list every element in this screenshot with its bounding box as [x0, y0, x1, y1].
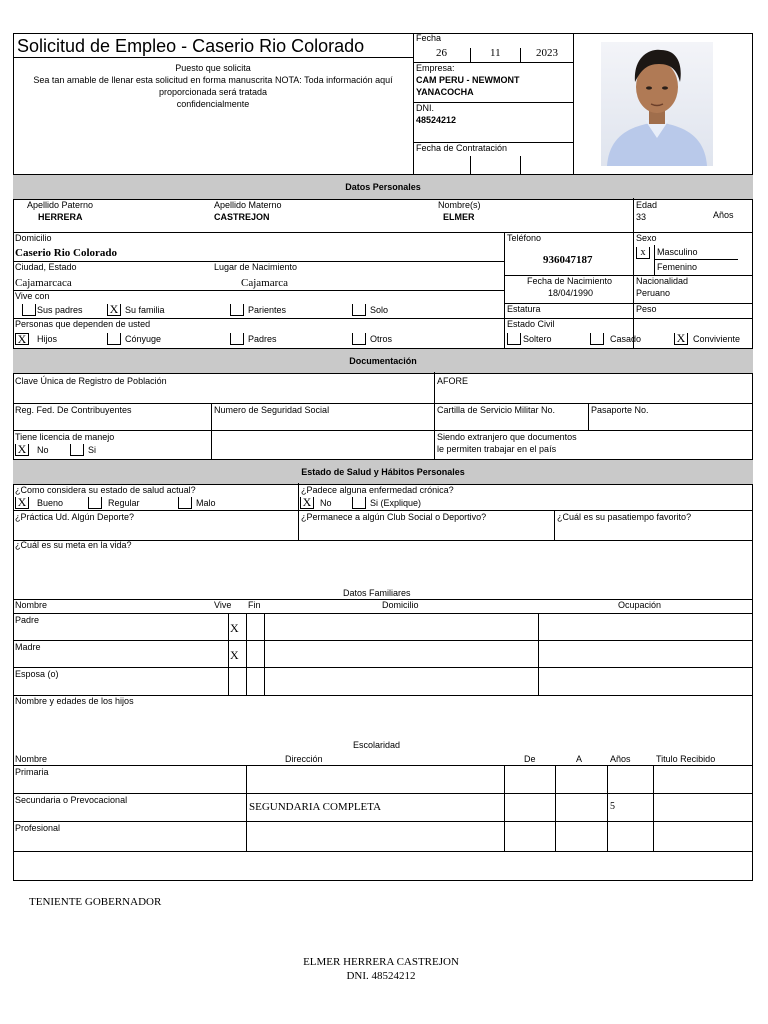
fecha-nacimiento-value[interactable]: 18/04/1990 [548, 288, 594, 298]
familiares-col-fin: Fin [248, 600, 261, 610]
afore-label: AFORE [437, 376, 469, 386]
familiares-col-ocupacion: Ocupación [618, 600, 662, 610]
escolaridad-col-titulo: Titulo Recibido [656, 754, 716, 764]
regular-label: Regular [108, 498, 140, 508]
deporte-question: ¿Práctica Ud. Algún Deporte? [15, 512, 135, 522]
extranjero-line-1: Siendo extranjero que documentos [437, 432, 577, 442]
estado-salud-question: ¿Como considera su estado de salud actual? [15, 485, 196, 495]
dependen-label: Personas que dependen de usted [15, 319, 151, 329]
hijos-nombres-label: Nombre y edades de los hijos [15, 696, 134, 706]
sus-padres-label: Sus padres [37, 305, 83, 315]
escolaridad-label: Profesional [15, 823, 61, 833]
dni-label: DNI. [416, 103, 434, 113]
estatura-label: Estatura [507, 304, 541, 314]
solo-checkbox[interactable] [352, 304, 366, 316]
escolaridad-direccion[interactable]: SEGUNDARIA COMPLETA [249, 801, 382, 813]
dni-value[interactable]: 48524212 [416, 115, 457, 125]
escolaridad-label: Primaria [15, 767, 49, 777]
familiar-label: Padre [15, 615, 40, 625]
soltero-label: Soltero [523, 334, 552, 344]
domicilio-value[interactable]: Caserio Rio Colorado [15, 247, 118, 259]
otros-label: Otros [370, 334, 393, 344]
cronica-no-checkbox[interactable]: X [300, 497, 314, 509]
lugar-nacimiento-label: Lugar de Nacimiento [214, 262, 298, 272]
fecha-nacimiento-label: Fecha de Nacimiento [527, 276, 613, 286]
sexo-label: Sexo [636, 233, 657, 243]
curp-label: Clave Única de Registro de Población [15, 376, 167, 386]
licencia-si-label: Si [88, 445, 97, 455]
documentacion-heading: Documentación [13, 348, 753, 374]
masculino-label: Masculino [657, 247, 698, 257]
conyuge-label: Cónyuge [125, 334, 162, 344]
licencia-label: Tiene licencia de manejo [15, 432, 115, 442]
apellido-materno-label: Apellido Materno [214, 200, 282, 210]
form-title: Solicitud de Empleo - Caserio Rio Colorado [17, 36, 365, 56]
malo-label: Malo [196, 498, 216, 508]
fecha-month[interactable]: 11 [490, 47, 501, 59]
apellido-paterno-value[interactable]: HERRERA [38, 212, 83, 222]
hijos-label: Hijos [37, 334, 58, 344]
fecha-label: Fecha [416, 33, 442, 43]
puesto-label: Puesto que solicita [175, 63, 251, 73]
su-familia-checkbox[interactable]: X [107, 304, 121, 316]
familiares-col-vive: Vive [214, 600, 232, 610]
escolaridad-col-nombre: Nombre [15, 754, 48, 764]
sus-padres-checkbox[interactable] [22, 304, 36, 316]
familiares-heading: Datos Familiares [343, 588, 411, 598]
edad-label: Edad [636, 200, 658, 210]
conviviente-label: Conviviente [693, 334, 741, 344]
escolaridad-col-anos: Años [610, 754, 631, 764]
salud-heading: Estado de Salud y Hábitos Personales [13, 459, 753, 485]
licencia-no-label: No [37, 445, 49, 455]
estado-civil-label: Estado Civil [507, 319, 555, 329]
otros-checkbox[interactable] [352, 333, 366, 345]
cronica-si-label: Si (Explique) [370, 498, 422, 508]
malo-checkbox[interactable] [178, 497, 192, 509]
bueno-checkbox[interactable]: X [15, 497, 29, 509]
escolaridad-anos[interactable]: 5 [610, 801, 615, 812]
note-line-1: Sea tan amable de llenar esta solicitud en forma manuscrita NOTA: Toda información aquí [33, 75, 393, 85]
nombres-value[interactable]: ELMER [443, 212, 475, 222]
masculino-checkbox[interactable]: x [636, 247, 650, 259]
familiar-label: Esposa (o) [15, 669, 59, 679]
apellido-materno-value[interactable]: CASTREJON [214, 212, 270, 222]
note-line-3: confidencialmente [176, 99, 250, 109]
casado-label: Casado [610, 334, 642, 344]
note-line-2: proporcionada será tratada [158, 87, 268, 97]
licencia-si-checkbox[interactable] [70, 444, 84, 456]
solo-label: Solo [370, 305, 389, 315]
pasaporte-label: Pasaporte No. [591, 405, 649, 415]
empresa-line-2[interactable]: YANACOCHA [416, 87, 474, 97]
extranjero-line-2: le permiten trabajar en el país [437, 444, 557, 454]
conyuge-checkbox[interactable] [107, 333, 121, 345]
club-question: ¿Permanece a algún Club Social o Deportivo? [301, 512, 487, 522]
domicilio-label: Domicilio [15, 233, 52, 243]
cartilla-label: Cartilla de Servicio Militar No. [437, 405, 556, 415]
anos-label: Años [713, 210, 734, 220]
datos-personales-heading: Datos Personales [13, 174, 753, 200]
padres-label: Padres [248, 334, 277, 344]
telefono-value[interactable]: 936047187 [543, 254, 593, 266]
empresa-label: Empresa: [416, 63, 455, 73]
su-familia-label: Su familia [125, 305, 165, 315]
parientes-checkbox[interactable] [230, 304, 244, 316]
ciudad-label: Ciudad, Estado [15, 262, 77, 272]
familiar-vive[interactable]: X [230, 621, 239, 635]
soltero-checkbox[interactable] [507, 333, 521, 345]
licencia-no-checkbox[interactable]: X [15, 444, 29, 456]
nacionalidad-label: Nacionalidad [636, 276, 689, 286]
familiar-label: Madre [15, 642, 41, 652]
lugar-nacimiento-value[interactable]: Cajamarca [241, 277, 289, 289]
familiares-col-domicilio: Domicilio [382, 600, 419, 610]
femenino-label: Femenino [657, 262, 698, 272]
meta-question: ¿Cuál es su meta en la vida? [15, 540, 132, 550]
teniente-gobernador: TENIENTE GOBERNADOR [29, 896, 162, 908]
telefono-label: Teléfono [507, 233, 542, 243]
escolaridad-heading: Escolaridad [353, 740, 401, 750]
apellido-paterno-label: Apellido Paterno [27, 200, 94, 210]
fecha-day[interactable]: 26 [436, 47, 447, 59]
edad-value[interactable]: 33 [636, 212, 647, 222]
regular-checkbox[interactable] [88, 497, 102, 509]
fecha-contratacion-label: Fecha de Contratación [416, 143, 508, 153]
cronica-si-checkbox[interactable] [352, 497, 366, 509]
bueno-label: Bueno [37, 498, 64, 508]
familiares-col-nombre: Nombre [15, 600, 48, 610]
rfc-label: Reg. Fed. De Contribuyentes [15, 405, 132, 415]
conviviente-checkbox[interactable]: X [674, 333, 688, 345]
casado-checkbox[interactable] [590, 333, 604, 345]
empresa-line-1[interactable]: CAM PERU - NEWMONT [416, 75, 520, 85]
nss-label: Numero de Seguridad Social [214, 405, 330, 415]
nacionalidad-value[interactable]: Peruano [636, 288, 671, 298]
fecha-year[interactable]: 2023 [536, 47, 558, 59]
parientes-label: Parientes [248, 305, 287, 315]
escolaridad-label: Secundaria o Prevocacional [15, 795, 128, 805]
escolaridad-col-de: De [524, 754, 536, 764]
ciudad-value[interactable]: Cajamarcaca [15, 277, 72, 289]
escolaridad-col-a: A [576, 754, 583, 764]
pasatiempo-question: ¿Cuál es su pasatiempo favorito? [557, 512, 692, 522]
signature-dni: DNI. 48524212 [346, 970, 416, 982]
peso-label: Peso [636, 304, 657, 314]
padres-checkbox[interactable] [230, 333, 244, 345]
hijos-checkbox[interactable]: X [15, 333, 29, 345]
vive-con-label: Vive con [15, 291, 50, 301]
signature-name: ELMER HERRERA CASTREJON [303, 956, 459, 968]
applicant-photo [601, 42, 713, 166]
nombres-label: Nombre(s) [438, 200, 481, 210]
escolaridad-col-direccion: Dirección [285, 754, 323, 764]
familiar-vive[interactable]: X [230, 648, 239, 662]
cronica-question: ¿Padece alguna enfermedad crónica? [301, 485, 454, 495]
cronica-no-label: No [320, 498, 332, 508]
